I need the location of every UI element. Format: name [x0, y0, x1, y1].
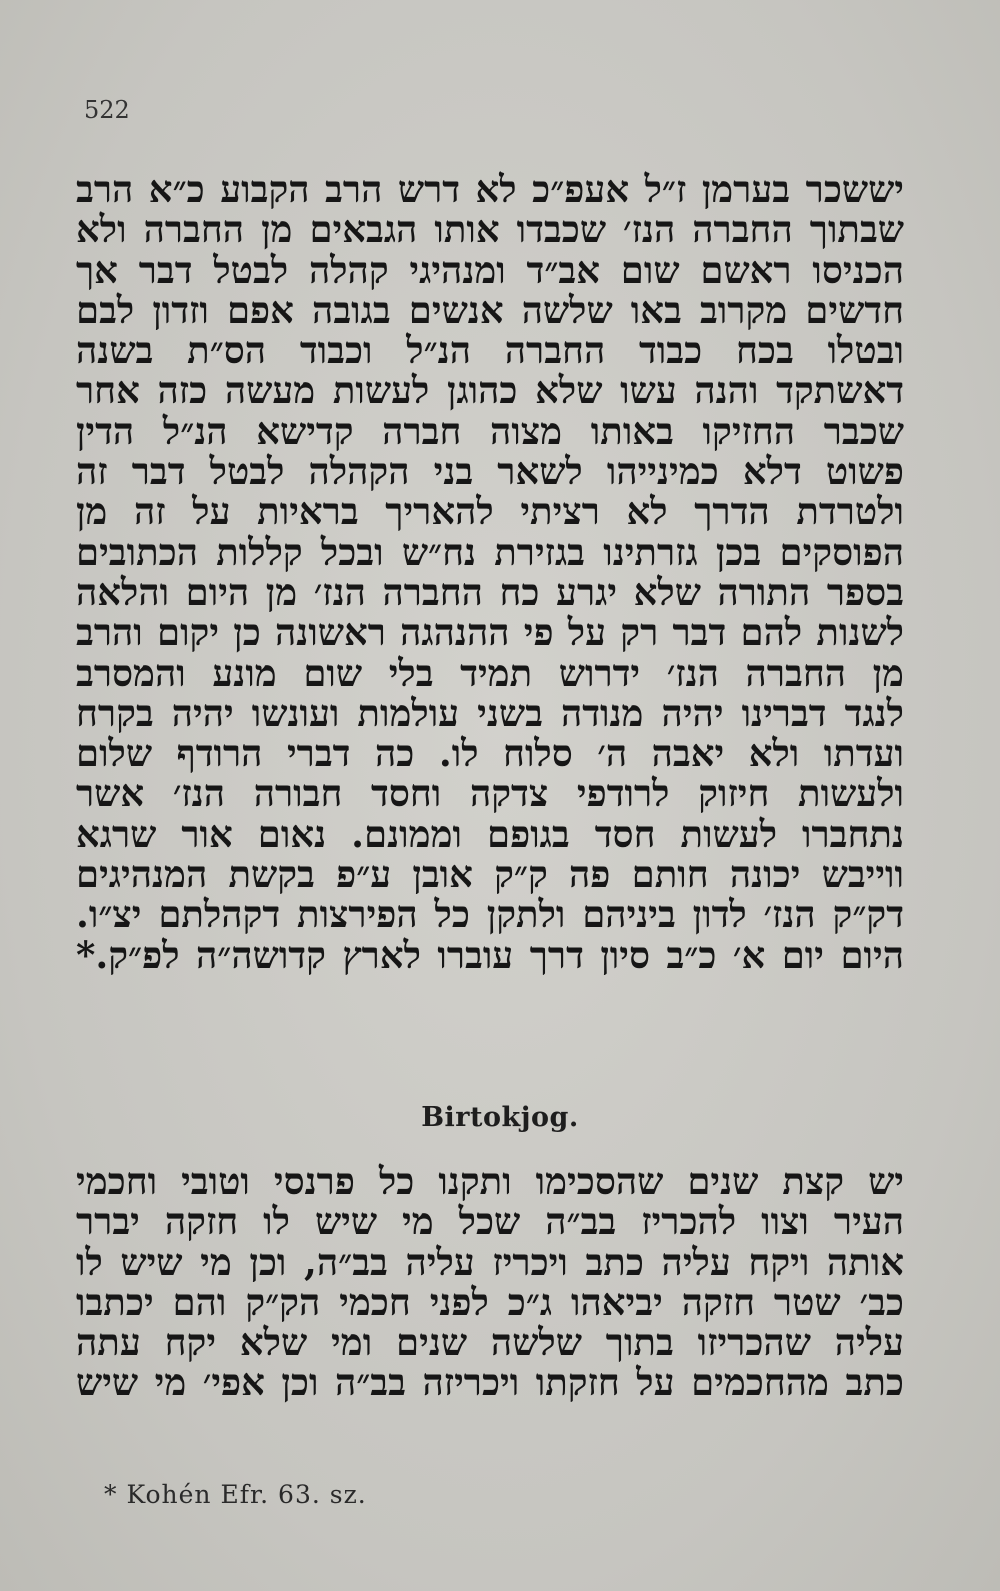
text-line: ועדתו ולא יאבה ה׳ סלוח לו. כה דברי הרודף שלום: [76, 733, 904, 774]
section-heading: Birtokjog.: [421, 1102, 579, 1133]
paragraph-main: [76, 169, 904, 975]
text-line: הפוסקים בכן גזרתינו בגזירת נח״ש ובכל קללות הכתובים: [76, 531, 904, 572]
text-line: לשנות להם דבר רק על פי ההנהגה ראשונה כן יקום והרב: [76, 612, 904, 653]
text-line: ובטלו בכח כבוד החברה הנ״ל וכבוד הס״ת בשנה: [76, 330, 904, 371]
text-line: העיר וצוו להכריז בב״ה שכל מי שיש לו חזקה יברר: [76, 1201, 904, 1242]
text-line: כתב מהחכמים על חזקתו ויכריזה בב״ה וכן אפי׳ מי שיש: [76, 1362, 904, 1403]
text-line: מן החברה הנז׳ ידרוש תמיד בלי שום מונע והמסרב: [76, 652, 904, 693]
text-line: היום יום א׳ כ״ב סיון דרך עוברו לארץ קדושה״ה לפ״ק.*: [76, 934, 904, 975]
text-line: אותה ויקח עליה כתב ויכריז עליה בב״ה, וכן מי שיש לו: [76, 1241, 904, 1282]
text-line: דק״ק הנז׳ לדון ביניהם ולתקן כל הפירצות דקהלתם יצ״ו.: [76, 894, 904, 935]
paragraph-birtokjog: [76, 1161, 904, 1403]
text-line: הכניסו ראשם שום אב״ד ומנהיגי קהלה לבטל דבר אך: [76, 249, 904, 290]
text-line: ולטרדת הדרך לא רציתי להאריך בראיות על זה מן: [76, 491, 904, 532]
text-line: חדשים מקרוב באו שלשה אנשים בגובה אפם וזדון לבם: [76, 289, 904, 331]
text-line: בספר התורה שלא יגרע כח החברה הנז׳ מן היום והלאה: [76, 571, 904, 613]
text-line: שכבר החזיקו באותו מצוה חברה קדישא הנ״ל הדין: [76, 410, 904, 452]
text-line: פשוט דלא כמינייהו לשאר בני הקהלה לבטל דבר זה: [76, 451, 904, 492]
text-line: לנגד דברינו יהיה מנודה בשני עולמות ועונשו יהיה בקרח: [76, 692, 904, 734]
text-line: יששכר בערמן ז״ל אעפ״כ לא דרש הרב הקבוע כ״א הרב: [76, 169, 904, 210]
text-line: כב׳ שטר חזקה יביאהו ג״כ לפני חכמי הק״ק והם יכתבו: [76, 1281, 904, 1323]
text-line: נתחברו לעשות חסד בגופם וממונם. נאום אור שרגא: [76, 813, 904, 855]
page-number: 522: [84, 96, 130, 124]
text-line: עליה שהכריזו בתוך שלשה שנים ומי שלא יקח עתה: [76, 1322, 904, 1363]
text-line: שבתוך החברה הנז׳ שכבדו אותו הגבאים מן החברה ולא: [76, 209, 904, 250]
footnote: * Kohén Efr. 63. sz.: [104, 1480, 367, 1509]
text-line: ווייבש יכונה חותם פה ק״ק אובן ע״פ בקשת המנהיגים: [76, 854, 904, 895]
text-line: דאשתקד והנה עשו שלא כהוגן לעשות מעשה כזה אחר: [76, 370, 904, 411]
text-line: ולעשות חיזוק לרודפי צדקה וחסד חבורה הנז׳ אשר: [76, 773, 904, 814]
text-line: יש קצת שנים שהסכימו ותקנו כל פרנסי וטובי וחכמי: [76, 1161, 904, 1202]
